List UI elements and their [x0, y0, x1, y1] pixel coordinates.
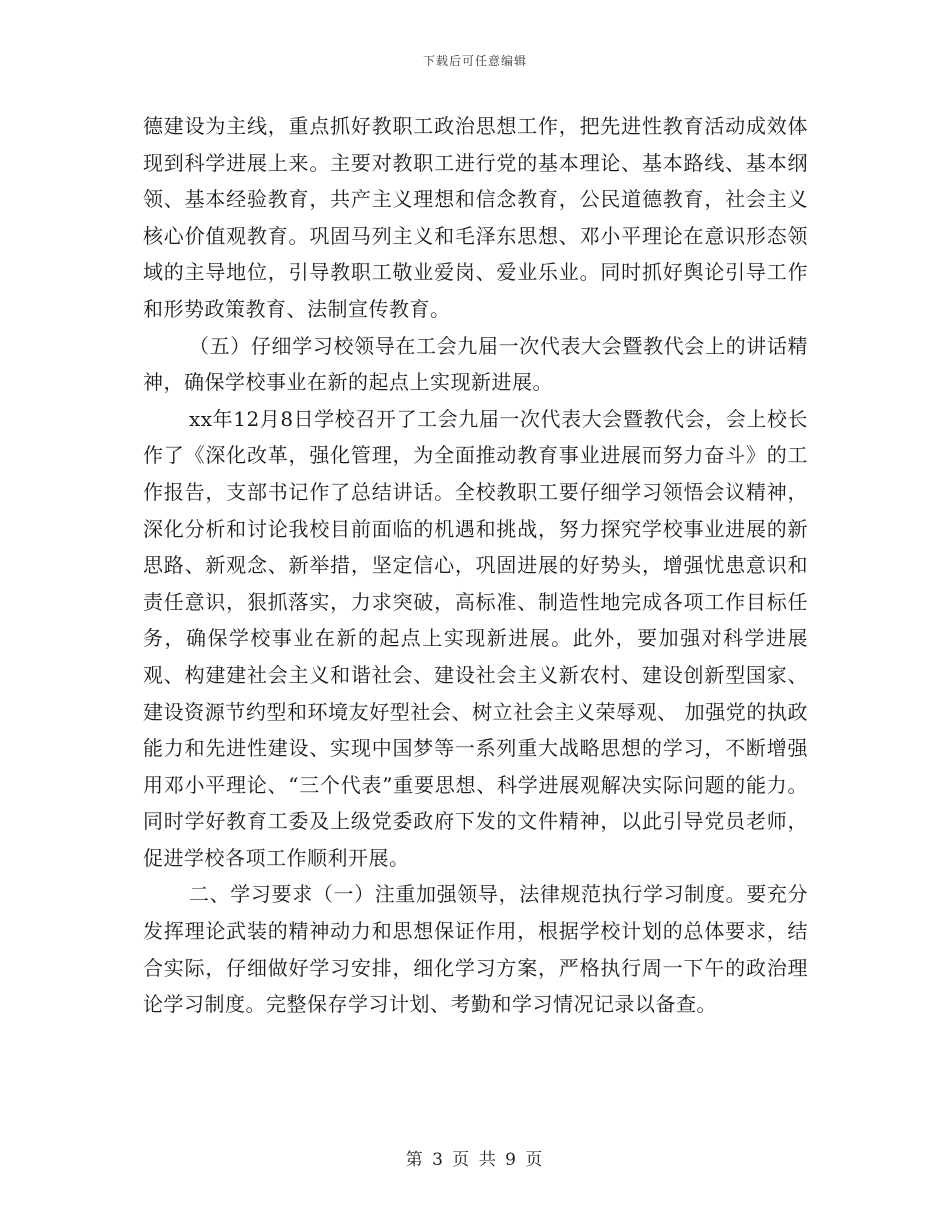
paragraph-section-five: （五）仔细学习校领导在工会九届一次代表大会暨教代会上的讲话精神，确保学校事业在新的起点上实现新进展。	[143, 333, 808, 395]
paragraph-congress-meeting: xx年12月8日学校召开了工会九届一次代表大会暨教代会，会上校长作了《深化改革，强化管理，为全面推动教育事业进展而努力奋斗》的工作报告，支部书记作了总结讲话。全校教职工要仔细学习领悟会议精神，深化分析和讨论我校目前面临的机遇和挑战，努力探究学校事业进展的新思路、新观念、新举措，坚定信心，巩固进展的好势头，增强忧患意识和责任意识，狠抓落实，力求突破，高标准、制造性地完成各项工作目标任务，确保学校事业在新的起点上实现新进展。此外，要加强对科学进展观、构建建社会主义和谐社会、建设社会主义新农村、建设创新型国家、建设资源节约型和环境友好型社会、树立社会主义荣辱观、 加强党的执政能力和先进性建设、实现中国梦等一系列重大战略思想的学习，不断增强用邓小平理论、“三个代表”重要思想、科学进展观解决实际问题的能力。同时学好教育工委及上级党委政府下发的文件精神，以此引导党员老师，促进学校各项工作顺利开展。	[143, 406, 808, 870]
page-header: 下载后可任意编辑	[422, 54, 527, 68]
paragraph-continued: 德建设为主线，重点抓好教职工政治思想工作，把先进性教育活动成效体现到科学进展上来。主要对教职工进行党的基本理论、基本路线、基本纲领、基本经验教育，共产主义理想和信念教育，公民道德教育，社会主义核心价值观教育。巩固马列主义和毛泽东思想、邓小平理论在意识形态领域的主导地位，引导教职工敬业爱岗、爱业乐业。同时抓好舆论引导工作和形势政策教育、法制宣传教育。	[143, 114, 808, 321]
page-number-footer: 第 3 页 共 9 页	[405, 1150, 545, 1170]
paragraph-study-requirements: 二、学习要求（一）注重加强领导，法律规范执行学习制度。要充分发挥理论武装的精神动力和思想保证作用，根据学校计划的总体要求，结合实际，仔细做好学习安排，细化学习方案，严格执行周一下午的政治理论学习制度。完整保存学习计划、考勤和学习情况记录以备查。	[143, 882, 808, 1017]
document-body	[143, 108, 808, 1023]
